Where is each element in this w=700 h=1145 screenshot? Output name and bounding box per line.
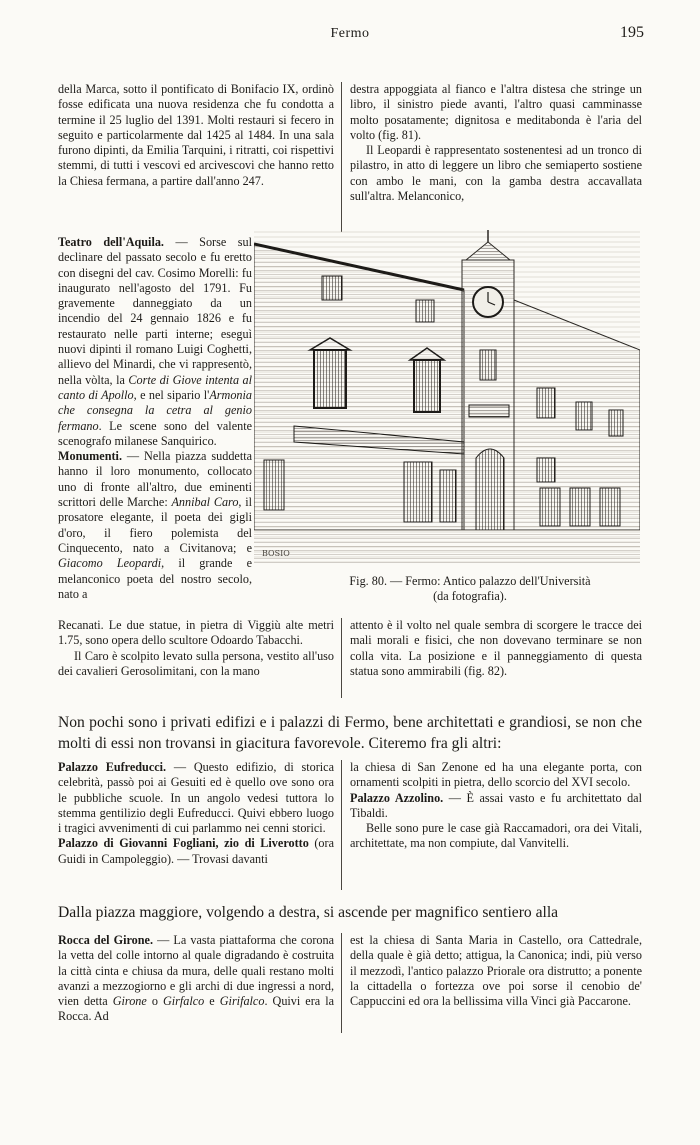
caption-line-2: (da fotografia). xyxy=(433,589,507,604)
window xyxy=(537,458,555,482)
paragraph-leopardi-statue: Il Leopardi è rappresentato sostenentesi ad un tronco di pilastro, in atto di leggere un libro che semiaperto sostiene con ambo le mani, con la gamba destra accavallata sull'altra. Melanconico, xyxy=(350,143,642,204)
rocca-text-3: e xyxy=(204,994,220,1009)
figure-palazzo-universita xyxy=(254,230,640,564)
rocca-text-2: o xyxy=(146,994,163,1009)
monumenti-italic-2: Giacomo Leopardi xyxy=(58,556,162,571)
column-divider-top xyxy=(341,82,342,232)
running-title: Fermo xyxy=(330,26,370,41)
paragraph-teatro xyxy=(58,235,252,449)
heading-eufreducci: Palazzo Eufreducci. xyxy=(58,760,167,774)
paragraph-santa-maria: est la chiesa di Santa Maria in Castello, ora Cattedrale, della quale è già detto; attigua, la Canonica; indi, più verso il mezzodì, l'antico palazzo Priorale ora distrutto; a ponente la cittadella o fortezza ove poi sorse il cenobio de' Cappuccini ed ora la bellissima villa Vinci già Paccarone. xyxy=(350,933,642,1009)
paragraph-private-buildings: Non pochi sono i privati edifizi e i palazzi di Fermo, bene architettati e grandiosi, se non che molti di essi non trovansi in giacitura favorevole. Citeremo fra gli altri: xyxy=(58,714,642,752)
column-right-mid xyxy=(350,618,642,679)
window-large xyxy=(414,360,440,412)
heading-rocca: Rocca del Girone. xyxy=(58,933,153,947)
main-portal xyxy=(476,449,504,530)
window xyxy=(416,300,434,322)
monumenti-italic-1: Annibal Caro xyxy=(171,495,239,510)
tower-balcony xyxy=(469,405,509,417)
column-narrow xyxy=(58,235,252,602)
paragraph-caro-description: Il Caro è scolpito levato sulla persona, vestito all'uso dei cavalieri Gerosolimitani, con la mano xyxy=(58,648,334,678)
column-left-mid xyxy=(58,618,334,679)
window xyxy=(609,410,623,436)
teatro-italic-1: Corte di Giove intenta al canto di Apollo xyxy=(58,372,253,402)
teatro-text-1: — Sorse sul declinare del passato secolo e fu eretto con disegni del cav. Cosimo Morelli: fu inaugurato nell'agosto del 1791. Fu gravemente danneggiato da un incendio del 24 gennaio 1826 e fu restaurato nelle parti interne; eseguì nuovi dipinti il romano Luigi Coghetti, allievo del Minardi, che vi rappresentò, nella vòlta, la xyxy=(58,235,252,387)
teatro-text-2: , e nel sipario l' xyxy=(133,387,210,402)
figure-caption xyxy=(290,574,650,605)
column-right-palazzi xyxy=(350,760,642,852)
paragraph-recanati: Recanati. Le due statue, in pietra di Viggiù alte metri 1.75, sono opera dello scultore Odoardo Tabacchi. xyxy=(58,618,334,648)
ground-window xyxy=(264,460,284,510)
monumenti-text-2: , il prosatore elegante, il poeta dei gigli d'oro, il fiero polemista del Cinquecento, nato a Civitanova; e xyxy=(58,495,252,555)
paragraph-piazza-maggiore: Dalla piazza maggiore, volgendo a destra, si ascende per magnifico sentiero alla xyxy=(58,904,559,921)
window-large xyxy=(314,350,346,408)
fogliani-text: (ora Guidi in Campoleggio). — Trovasi davanti xyxy=(58,836,334,866)
heading-teatro: Teatro dell'Aquila. xyxy=(58,235,164,249)
paragraph-fogliani xyxy=(58,836,334,867)
heading-azzolino: Palazzo Azzolino. xyxy=(350,790,444,805)
column-left-palazzi xyxy=(58,760,334,867)
monumenti-text-1: — Nella piazza suddetta hanno il loro monumento, collocato uno di fronte all'altro, due eminenti scrittori delle Marche: xyxy=(58,449,252,510)
paragraph-palazzo-continuation: della Marca, sotto il pontificato di Bonifacio IX, ordinò fosse edificata una nuova residenza che fu condotta a termine il 25 luglio del 1391. Molti restauri si fecero in seguito e particolarmente dal 1425 al 1484. In una sala furono dipinti, da Emilia Tarquini, i ritratti, coi rispettivi stemmi, di tutti i vescovi ed arcivescovi che hanno retto la Chiesa fermana, a partire dall'anno 247. xyxy=(58,82,334,188)
teatro-text-3: . Le scene sono del valente scenografo milanese Sanquirico. xyxy=(58,418,252,448)
teatro-italic-2: Armonia che consegna la cetra al genio fermano xyxy=(58,387,252,433)
paragraph-rocca xyxy=(58,933,334,1025)
column-left-top xyxy=(58,82,334,189)
heading-monumenti: Monumenti. xyxy=(58,449,122,464)
paragraph-raccamadori: Belle sono pure le case già Raccamadori, ora dei Vitali, architettate, ma non compiute, dal Vanvitelli. xyxy=(350,821,642,851)
paragraph-monumenti xyxy=(58,449,252,602)
column-left-rocca xyxy=(58,933,334,1025)
page-number: 195 xyxy=(620,24,644,41)
rocca-italic-2: Girfalco xyxy=(162,994,205,1009)
door xyxy=(540,488,560,526)
window xyxy=(576,402,592,430)
door xyxy=(570,488,590,526)
paragraph-san-zenone: la chiesa di San Zenone ed ha una elegante porta, con ornamenti scolpiti in pietra, dello scorcio del XVI secolo. xyxy=(350,760,642,790)
caption-line-1: Fig. 80. — Fermo: Antico palazzo dell'Università xyxy=(349,574,591,588)
rocca-text-4: . Quivi era la Rocca. Ad xyxy=(58,994,335,1024)
monumenti-text-3: , il grande e melanconico poeta del nostro secolo, nato a xyxy=(58,556,252,601)
tower-niche xyxy=(480,350,496,380)
paragraph-azzolino xyxy=(350,791,642,822)
door xyxy=(600,488,620,526)
paragraph-caro-statue: destra appoggiata al fianco e l'altra distesa che stringe un libro, il sinistro piede avanti, l'altro quasi camminasse molto posatamente; dignitosa e meditabonda è l'aria del volto (fig. 81). xyxy=(350,82,642,142)
paragraph-eufreducci xyxy=(58,760,334,836)
column-right-rocca xyxy=(350,933,642,1009)
column-divider-rocca xyxy=(341,933,342,1033)
column-divider-mid xyxy=(341,618,342,698)
paragraph-leopardi-face: attento è il volto nel quale sembra di scorgere le tracce dei mali morali e fisici, che non dovevano terminare se non colla vita. La posizione e il panneggiamento di questa statua sono ammirabili (fig. 82). xyxy=(350,618,642,678)
heading-fogliani: Palazzo di Giovanni Fogliani, zio di Liverotto xyxy=(58,836,309,851)
rocca-italic-3: Girifalco xyxy=(219,994,265,1009)
rocca-italic-1: Girone xyxy=(112,994,147,1009)
engraver-signature: BOSIO xyxy=(262,549,290,558)
rocca-text-1: — La vasta piattaforma che corona la vetta del colle intorno al quale digradando è costruita la città cinta e chiusa da mura, delle quali restano molti avanzi a mezzogiorno e gli archi di due ingressi a nord, vien detta xyxy=(58,933,335,1009)
column-right-top xyxy=(350,82,642,204)
column-divider-palazzi xyxy=(341,760,342,890)
ground-window xyxy=(440,470,456,522)
engraving-illustration xyxy=(254,230,640,564)
ground-door xyxy=(404,462,432,522)
window xyxy=(537,388,555,418)
eufreducci-text: — Questo edifizio, di storica celebrità, passò poi ai Gesuiti ed è quello ove sono ora le pubbliche scuole. In un angolo vedesi tuttora lo stemma gentilizio degli Eufreducci. Quivi ebbero luogo i tragici avvenimenti di cui parlammo nei cenni storici. xyxy=(58,760,334,836)
street xyxy=(254,530,640,564)
window xyxy=(322,276,342,300)
azzolino-text: — È assai vasto e fu architettato dal Tibaldi. xyxy=(350,790,642,820)
